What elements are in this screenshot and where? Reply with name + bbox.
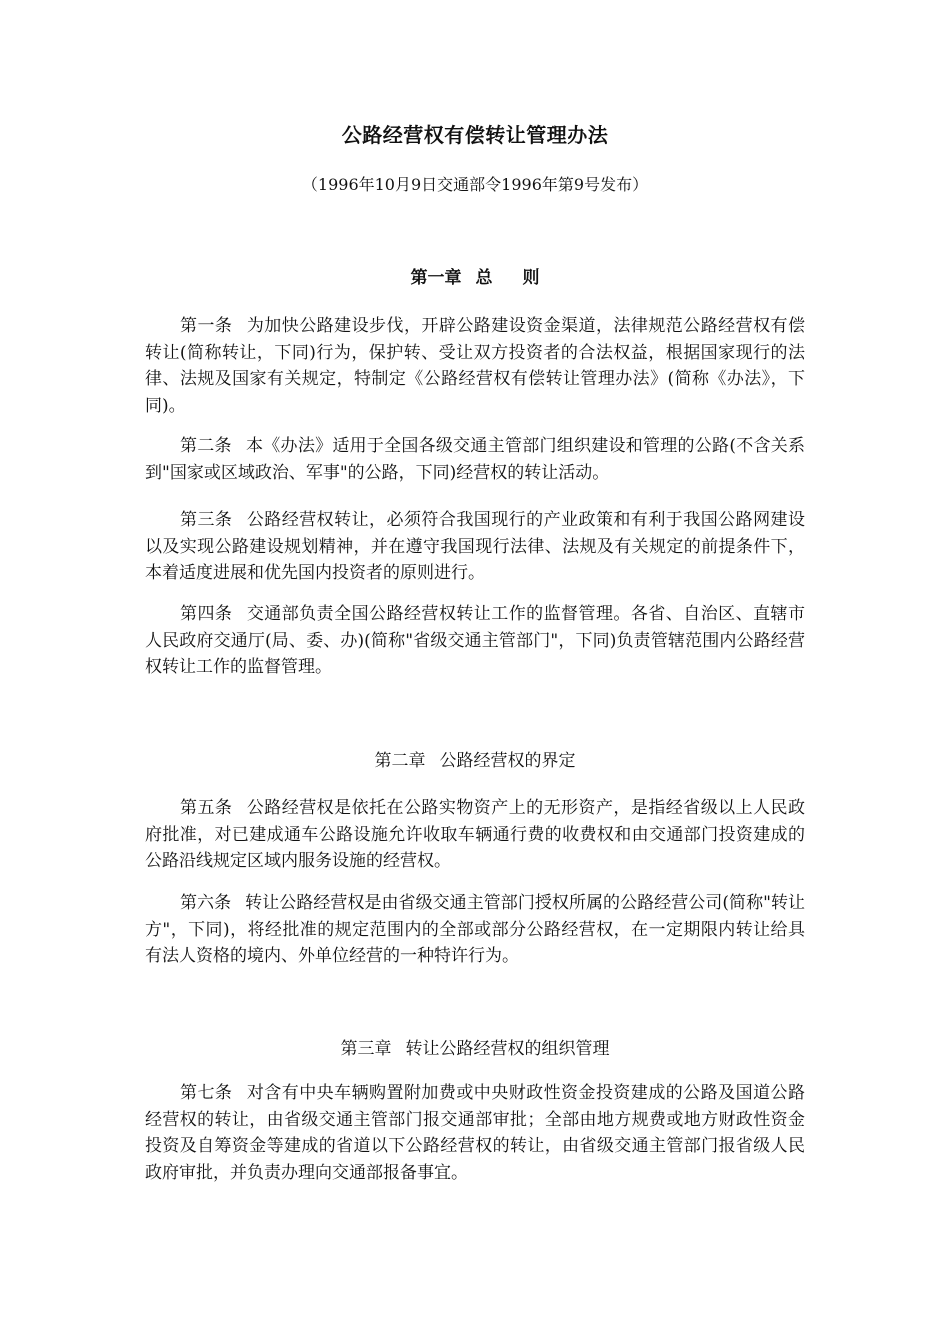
article-1 <box>145 313 805 419</box>
article-number: 第四条 <box>180 604 233 624</box>
article-4 <box>145 601 805 681</box>
article-5 <box>145 795 805 875</box>
chapter-heading-2 <box>0 748 950 774</box>
article-text: 转让公路经营权是由省级交通主管部门授权所属的公路经营公司(简称"转让方"，下同)，将经批准的规定范围内的全部或部分公路经营权，在一定期限内转让给具有法人资格的境内、外单位经营的一种特许行为。 <box>145 893 806 966</box>
article-number: 第七条 <box>180 1083 233 1103</box>
chapter-name-part1: 总 <box>475 268 493 288</box>
article-text: 本《办法》适用于全国各级交通主管部门组织建设和管理的公路(不含关系到"国家或区域政治、军事"的公路，下同)经营权的转让活动。 <box>145 436 805 483</box>
article-text: 公路经营权转让，必须符合我国现行的产业政策和有利于我国公路网建设以及实现公路建设规划精神，并在遵守我国现行法律、法规及有关规定的前提条件下，本着适度进展和优先国内投资者的原则进行。 <box>145 510 806 583</box>
article-text: 交通部负责全国公路经营权转让工作的监督管理。各省、自治区、直辖市人民政府交通厅(局、委、办)(简称"省级交通主管部门"，下同)负责管辖范围内公路经营权转让工作的监督管理。 <box>145 604 806 677</box>
article-text: 对含有中央车辆购置附加费或中央财政性资金投资建成的公路及国道公路经营权的转让，由省级交通主管部门报交通部审批；全部由地方规费或地方财政性资金投资及自筹资金等建成的省道以下公路经营权的转让，由省级交通主管部门报省级人民政府审批，并负责办理向交通部报备事宜。 <box>145 1083 806 1183</box>
article-3 <box>145 507 805 587</box>
document-title: 公路经营权有偿转让管理办法 <box>341 123 609 147</box>
article-number: 第六条 <box>180 893 232 913</box>
article-text: 公路经营权是依托在公路实物资产上的无形资产，是指经省级以上人民政府批准，对已建成通车公路设施允许收取车辆通行费的收费权和由交通部门投资建成的公路沿线规定区域内服务设施的经营权。 <box>145 798 806 871</box>
article-2 <box>145 433 805 486</box>
article-text: 为加快公路建设步伐，开辟公路建设资金渠道，法律规范公路经营权有偿转让(简称转让，下同)行为，保护转、受让双方投资者的合法权益，根据国家现行的法律、法规及国家有关规定，特制定《公路经营权有偿转让管理办法》(简称《办法》，下同)。 <box>145 316 806 416</box>
chapter-heading-1 <box>0 265 950 291</box>
chapter-label: 第二章 <box>374 751 426 771</box>
document-subtitle: （1996年10月9日交通部令1996年第9号发布） <box>301 175 649 194</box>
article-number: 第五条 <box>180 798 233 818</box>
chapter-name: 转让公路经营权的组织管理 <box>405 1039 610 1059</box>
article-number: 第一条 <box>180 316 233 336</box>
chapter-heading-3 <box>0 1036 950 1062</box>
article-6 <box>145 890 805 970</box>
article-number: 第二条 <box>180 436 232 456</box>
chapter-name-part2: 则 <box>522 268 540 288</box>
article-7 <box>145 1080 805 1186</box>
chapter-name: 公路经营权的界定 <box>439 751 576 771</box>
chapter-label: 第三章 <box>340 1039 392 1059</box>
article-number: 第三条 <box>180 510 233 530</box>
chapter-label: 第一章 <box>410 268 462 288</box>
